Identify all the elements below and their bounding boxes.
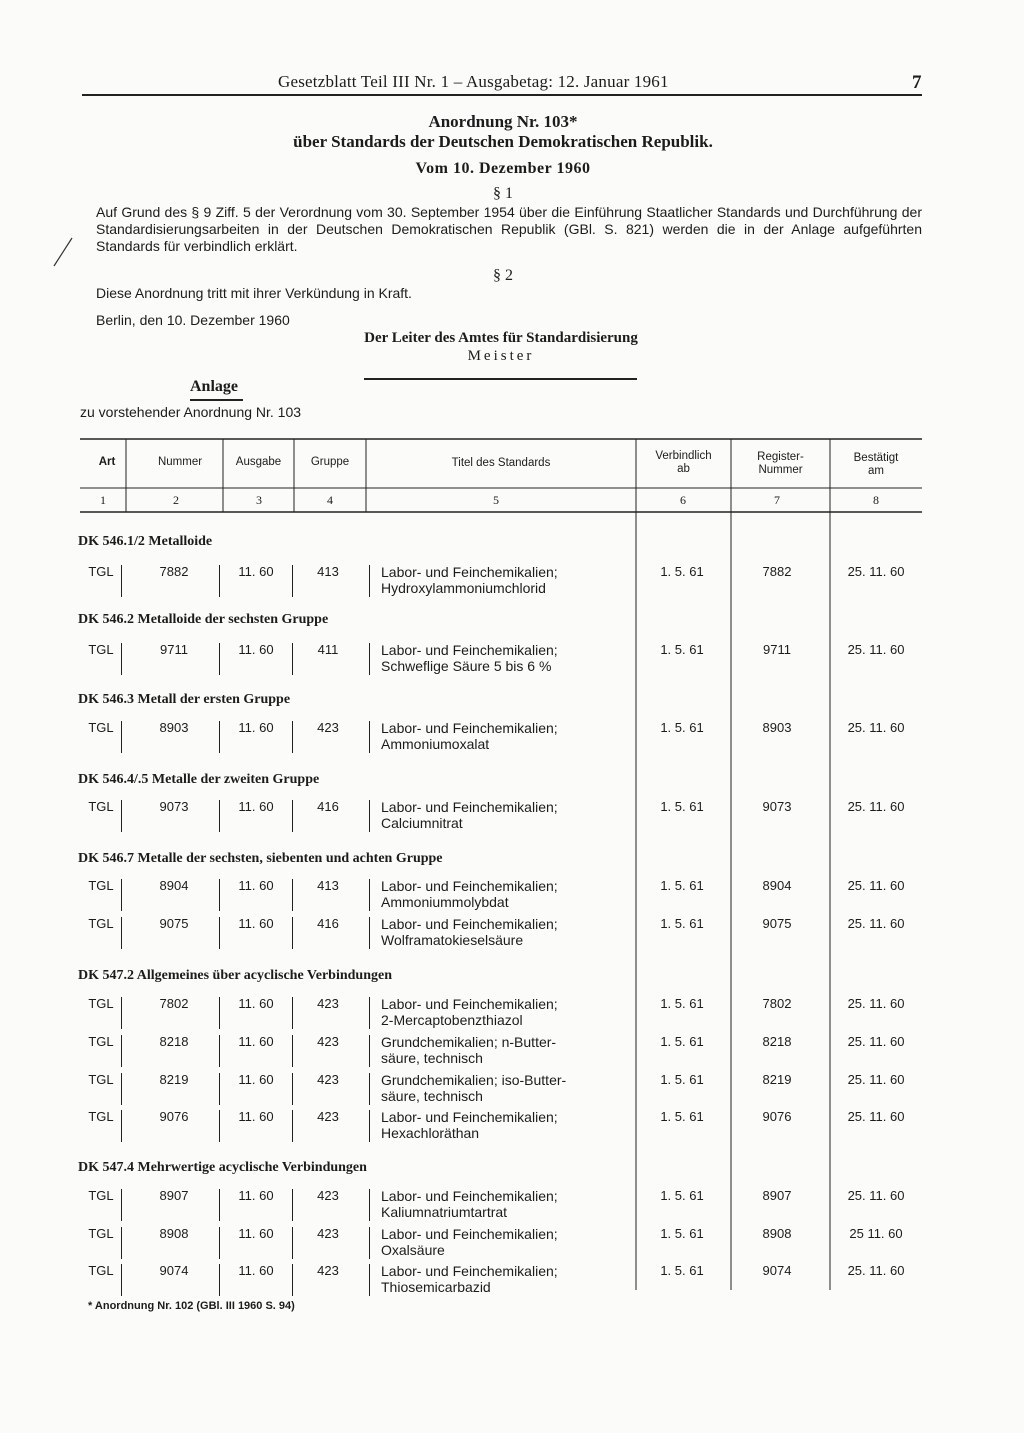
- cell-bestaetigt-am: 25. 11. 60: [847, 642, 905, 657]
- cell-bestaetigt-am: 25 11. 60: [849, 1226, 903, 1241]
- cell-titel-line1: Labor- und Feinchemikalien;: [381, 564, 558, 580]
- section-title: DK 546.2 Metalloide der sechsten Gruppe: [78, 612, 329, 627]
- cell-titel-line2: Ammoniumoxalat: [381, 736, 490, 752]
- cell-art: TGL: [88, 799, 114, 814]
- row-separator: [219, 565, 220, 597]
- cell-titel: [381, 720, 558, 752]
- cell-art: TGL: [88, 642, 114, 657]
- paragraph-1-mark: § 1: [493, 185, 513, 202]
- cell-gruppe: 423: [317, 720, 339, 735]
- cell-ausgabe: 11. 60: [238, 720, 274, 735]
- row-separator: [219, 1264, 220, 1296]
- col-header-gruppe: Gruppe: [310, 456, 350, 468]
- cell-art: TGL: [88, 1188, 114, 1203]
- cell-nummer: 8904: [159, 878, 189, 893]
- cell-nummer: 9075: [159, 916, 189, 931]
- cell-gruppe: 411: [317, 642, 339, 657]
- cell-art: TGL: [88, 1263, 114, 1278]
- col-header-bestaetigt-line1: Bestätigt: [853, 452, 899, 464]
- cell-verbindlich-ab: 1. 5. 61: [660, 1226, 704, 1241]
- cell-gruppe: 423: [317, 1188, 339, 1203]
- row-separator: [121, 879, 122, 911]
- row-separator: [121, 1073, 122, 1105]
- cell-titel-line1: Grundchemikalien; n-Butter-: [381, 1034, 557, 1050]
- row-separator: [292, 1264, 293, 1296]
- cell-titel-line1: Labor- und Feinchemikalien;: [381, 1188, 558, 1204]
- cell-titel-line2: 2-Mercaptobenzthiazol: [381, 1012, 523, 1028]
- col-header-nummer: Nummer: [157, 456, 203, 468]
- row-separator: [369, 643, 370, 675]
- cell-nummer: 9076: [159, 1109, 189, 1124]
- cell-ausgabe: 11. 60: [238, 1226, 274, 1241]
- row-separator: [219, 643, 220, 675]
- cell-bestaetigt-am: 25. 11. 60: [847, 916, 905, 931]
- cell-art: TGL: [88, 1034, 114, 1049]
- cell-gruppe: 416: [317, 799, 339, 814]
- cell-titel-line2: säure, technisch: [381, 1050, 483, 1066]
- cell-titel: [381, 878, 558, 910]
- decree-title: Anordnung Nr. 103*: [428, 112, 578, 131]
- cell-titel: [381, 1188, 558, 1220]
- row-separator: [219, 1189, 220, 1221]
- cell-register-nummer: 9076: [762, 1109, 792, 1124]
- cell-ausgabe: 11. 60: [238, 799, 274, 814]
- decree-date: Vom 10. Dezember 1960: [415, 160, 591, 177]
- cell-register-nummer: 9074: [762, 1263, 792, 1278]
- cell-titel-line1: Labor- und Feinchemikalien;: [381, 799, 558, 815]
- row-separator: [292, 1227, 293, 1259]
- section-title: DK 547.2 Allgemeines über acyclische Verbindungen: [78, 968, 392, 983]
- cell-ausgabe: 11. 60: [238, 1072, 274, 1087]
- footnote: * Anordnung Nr. 102 (GBl. III 1960 S. 94): [88, 1300, 295, 1312]
- col-number-7: 7: [774, 493, 780, 507]
- row-separator: [121, 721, 122, 753]
- row-separator: [219, 917, 220, 949]
- row-separator: [219, 1073, 220, 1105]
- col-header-register-line1: Register-: [757, 451, 804, 463]
- cell-titel-line1: Labor- und Feinchemikalien;: [381, 1226, 558, 1242]
- row-separator: [121, 1110, 122, 1142]
- row-separator: [121, 565, 122, 597]
- cell-verbindlich-ab: 1. 5. 61: [660, 720, 704, 735]
- row-separator: [121, 800, 122, 832]
- row-separator: [369, 565, 370, 597]
- cell-titel-line2: Hexachloräthan: [381, 1125, 480, 1141]
- row-separator: [369, 879, 370, 911]
- cell-ausgabe: 11. 60: [238, 878, 274, 893]
- row-separator: [369, 1264, 370, 1296]
- cell-bestaetigt-am: 25. 11. 60: [847, 996, 905, 1011]
- col-number-4: 4: [327, 493, 333, 507]
- cell-gruppe: 423: [317, 1263, 339, 1278]
- cell-nummer: 8908: [159, 1226, 189, 1241]
- section-title: DK 546.7 Metalle der sechsten, siebenten und achten Gruppe: [78, 851, 443, 866]
- cell-titel: [381, 564, 558, 596]
- cell-nummer: 7802: [159, 996, 189, 1011]
- row-separator: [369, 1227, 370, 1259]
- cell-art: TGL: [88, 1072, 114, 1087]
- paragraph-1-text: Auf Grund des § 9 Ziff. 5 der Verordnung vom 30. September 1954 über die Einführung Staatlicher Standards und Durchführung der Standardisierungsarbeiten in der Deutschen Demokratischen Republik (GBl. S. 821) werden die in der Anlage aufgeführten Standards für verbindlich erklärt.: [96, 204, 922, 254]
- cell-gruppe: 423: [317, 996, 339, 1011]
- cell-ausgabe: 11. 60: [238, 1109, 274, 1124]
- cell-titel-line1: Labor- und Feinchemikalien;: [381, 720, 558, 736]
- cell-register-nummer: 8903: [762, 720, 792, 735]
- cell-titel: [381, 916, 558, 948]
- cell-verbindlich-ab: 1. 5. 61: [660, 916, 704, 931]
- cell-titel-line1: Labor- und Feinchemikalien;: [381, 996, 558, 1012]
- col-number-8: 8: [873, 493, 879, 507]
- cell-titel: [381, 1109, 558, 1141]
- col-header-verbindlich-line2: ab: [677, 463, 690, 475]
- cell-bestaetigt-am: 25. 11. 60: [847, 564, 905, 579]
- cell-titel-line2: Ammoniummolybdat: [381, 894, 509, 910]
- cell-register-nummer: 8908: [762, 1226, 792, 1241]
- col-number-1: 1: [100, 493, 106, 507]
- row-separator: [121, 1264, 122, 1296]
- col-header-register-line2: Nummer: [758, 464, 803, 476]
- cell-verbindlich-ab: 1. 5. 61: [660, 1109, 704, 1124]
- cell-art: TGL: [88, 878, 114, 893]
- cell-nummer: 8218: [159, 1034, 189, 1049]
- paragraph-2-mark: § 2: [493, 267, 513, 284]
- cell-verbindlich-ab: 1. 5. 61: [660, 996, 704, 1011]
- row-separator: [121, 917, 122, 949]
- row-separator: [219, 997, 220, 1029]
- place-date: Berlin, den 10. Dezember 1960: [96, 312, 290, 328]
- col-header-bestaetigt: [830, 452, 922, 478]
- cell-ausgabe: 11. 60: [238, 1034, 274, 1049]
- cell-art: TGL: [88, 996, 114, 1011]
- cell-art: TGL: [88, 1109, 114, 1124]
- cell-gruppe: 413: [317, 564, 339, 579]
- col-header-verbindlich: [636, 450, 731, 476]
- cell-verbindlich-ab: 1. 5. 61: [660, 1034, 704, 1049]
- cell-nummer: 9711: [160, 642, 188, 657]
- cell-bestaetigt-am: 25. 11. 60: [847, 1263, 905, 1278]
- cell-nummer: 8219: [159, 1072, 189, 1087]
- col-header-register: [731, 451, 830, 477]
- cell-bestaetigt-am: 25. 11. 60: [847, 878, 905, 893]
- cell-bestaetigt-am: 25. 11. 60: [847, 1109, 905, 1124]
- cell-register-nummer: 8219: [762, 1072, 792, 1087]
- row-separator: [369, 1035, 370, 1067]
- cell-titel: [381, 1034, 556, 1066]
- row-separator: [219, 879, 220, 911]
- paragraph-2-text: Diese Anordnung tritt mit ihrer Verkündung in Kraft.: [96, 285, 412, 301]
- cell-art: TGL: [88, 720, 114, 735]
- cell-bestaetigt-am: 25. 11. 60: [847, 720, 905, 735]
- row-separator: [292, 721, 293, 753]
- row-separator: [369, 1073, 370, 1105]
- col-number-3: 3: [256, 493, 262, 507]
- cell-titel-line2: Schweflige Säure 5 bis 6 %: [381, 658, 552, 674]
- row-separator: [369, 1110, 370, 1142]
- cell-verbindlich-ab: 1. 5. 61: [660, 1072, 704, 1087]
- cell-titel-line2: säure, technisch: [381, 1088, 483, 1104]
- cell-register-nummer: 9075: [762, 916, 792, 931]
- cell-ausgabe: 11. 60: [238, 564, 274, 579]
- col-header-verbindlich-line1: Verbindlich: [655, 450, 712, 462]
- signature-name: Meister: [467, 348, 535, 364]
- cell-gruppe: 423: [317, 1109, 339, 1124]
- cell-register-nummer: 9073: [762, 799, 792, 814]
- cell-gruppe: 423: [317, 1226, 339, 1241]
- section-title: DK 547.4 Mehrwertige acyclische Verbindungen: [78, 1160, 367, 1175]
- row-separator: [121, 997, 122, 1029]
- cell-titel-line1: Grundchemikalien; iso-Butter-: [381, 1072, 567, 1088]
- row-separator: [292, 1035, 293, 1067]
- decree-subtitle: über Standards der Deutschen Demokratischen Republik.: [293, 132, 713, 151]
- col-header-art: Art: [98, 456, 116, 468]
- col-number-2: 2: [173, 493, 179, 507]
- cell-titel: [381, 996, 558, 1028]
- cell-nummer: 8907: [159, 1188, 189, 1203]
- annex-title: Anlage: [190, 378, 238, 395]
- cell-art: TGL: [88, 564, 114, 579]
- row-separator: [121, 1189, 122, 1221]
- cell-gruppe: 423: [317, 1034, 339, 1049]
- cell-titel: [381, 642, 558, 674]
- cell-gruppe: 416: [317, 916, 339, 931]
- row-separator: [292, 917, 293, 949]
- cell-titel-line1: Labor- und Feinchemikalien;: [381, 916, 558, 932]
- row-separator: [292, 1073, 293, 1105]
- row-separator: [369, 800, 370, 832]
- cell-titel-line1: Labor- und Feinchemikalien;: [381, 1263, 558, 1279]
- section-title: DK 546.1/2 Metalloide: [78, 534, 213, 549]
- cell-art: TGL: [88, 1226, 114, 1241]
- cell-titel-line1: Labor- und Feinchemikalien;: [381, 642, 558, 658]
- cell-register-nummer: 7802: [762, 996, 792, 1011]
- row-separator: [292, 1110, 293, 1142]
- cell-bestaetigt-am: 25. 11. 60: [847, 1034, 905, 1049]
- cell-titel: [381, 799, 558, 831]
- cell-register-nummer: 9711: [763, 642, 791, 657]
- row-separator: [121, 1035, 122, 1067]
- cell-register-nummer: 8907: [762, 1188, 792, 1203]
- row-separator: [292, 565, 293, 597]
- col-header-bestaetigt-line2: am: [868, 465, 884, 477]
- cell-ausgabe: 11. 60: [238, 916, 274, 931]
- cell-register-nummer: 7882: [762, 564, 792, 579]
- row-separator: [369, 997, 370, 1029]
- row-separator: [292, 997, 293, 1029]
- cell-titel-line2: Hydroxylammoniumchlorid: [381, 580, 546, 596]
- row-separator: [121, 1227, 122, 1259]
- cell-titel: [381, 1263, 558, 1295]
- row-separator: [219, 1035, 220, 1067]
- cell-nummer: 7882: [159, 564, 189, 579]
- cell-titel-line1: Labor- und Feinchemikalien;: [381, 878, 558, 894]
- cell-titel-line2: Kaliumnatriumtartrat: [381, 1204, 508, 1220]
- cell-titel-line2: Wolframatokieselsäure: [381, 932, 524, 948]
- row-separator: [121, 643, 122, 675]
- cell-verbindlich-ab: 1. 5. 61: [660, 642, 704, 657]
- cell-titel: [381, 1226, 558, 1258]
- cell-titel-line2: Thiosemicarbazid: [381, 1279, 491, 1295]
- cell-titel-line1: Labor- und Feinchemikalien;: [381, 1109, 558, 1125]
- row-separator: [369, 721, 370, 753]
- col-header-titel: Titel des Standards: [451, 457, 551, 469]
- row-separator: [219, 721, 220, 753]
- cell-titel: [381, 1072, 566, 1104]
- row-separator: [292, 643, 293, 675]
- cell-verbindlich-ab: 1. 5. 61: [660, 564, 704, 579]
- cell-bestaetigt-am: 25. 11. 60: [847, 1072, 905, 1087]
- cell-art: TGL: [88, 916, 114, 931]
- page-number: 7: [912, 72, 922, 93]
- cell-verbindlich-ab: 1. 5. 61: [660, 1188, 704, 1203]
- cell-register-nummer: 8904: [762, 878, 792, 893]
- row-separator: [219, 1110, 220, 1142]
- cell-ausgabe: 11. 60: [238, 642, 274, 657]
- cell-titel-line2: Oxalsäure: [381, 1242, 445, 1258]
- cell-bestaetigt-am: 25. 11. 60: [847, 799, 905, 814]
- row-separator: [292, 879, 293, 911]
- cell-bestaetigt-am: 25. 11. 60: [847, 1188, 905, 1203]
- col-number-5: 5: [493, 493, 499, 507]
- cell-verbindlich-ab: 1. 5. 61: [660, 799, 704, 814]
- running-head: Gesetzblatt Teil III Nr. 1 – Ausgabetag: 12. Januar 1961: [278, 72, 669, 91]
- cell-nummer: 9073: [159, 799, 189, 814]
- col-number-6: 6: [680, 493, 686, 507]
- row-separator: [369, 1189, 370, 1221]
- row-separator: [369, 917, 370, 949]
- cell-ausgabe: 11. 60: [238, 996, 274, 1011]
- cell-gruppe: 413: [317, 878, 339, 893]
- cell-gruppe: 423: [317, 1072, 339, 1087]
- row-separator: [292, 800, 293, 832]
- cell-verbindlich-ab: 1. 5. 61: [660, 878, 704, 893]
- section-title: DK 546.3 Metall der ersten Gruppe: [78, 692, 291, 707]
- signature-title: Der Leiter des Amtes für Standardisierung: [364, 330, 638, 346]
- annex-subtitle: zu vorstehender Anordnung Nr. 103: [80, 404, 302, 420]
- cell-verbindlich-ab: 1. 5. 61: [660, 1263, 704, 1278]
- cell-register-nummer: 8218: [762, 1034, 792, 1049]
- row-separator: [292, 1189, 293, 1221]
- cell-ausgabe: 11. 60: [238, 1263, 274, 1278]
- cell-nummer: 8903: [159, 720, 189, 735]
- row-separator: [219, 800, 220, 832]
- col-header-ausgabe: Ausgabe: [235, 456, 282, 468]
- cell-nummer: 9074: [159, 1263, 189, 1278]
- cell-titel-line2: Calciumnitrat: [381, 815, 463, 831]
- cell-ausgabe: 11. 60: [238, 1188, 274, 1203]
- row-separator: [219, 1227, 220, 1259]
- section-title: DK 546.4/.5 Metalle der zweiten Gruppe: [78, 772, 320, 787]
